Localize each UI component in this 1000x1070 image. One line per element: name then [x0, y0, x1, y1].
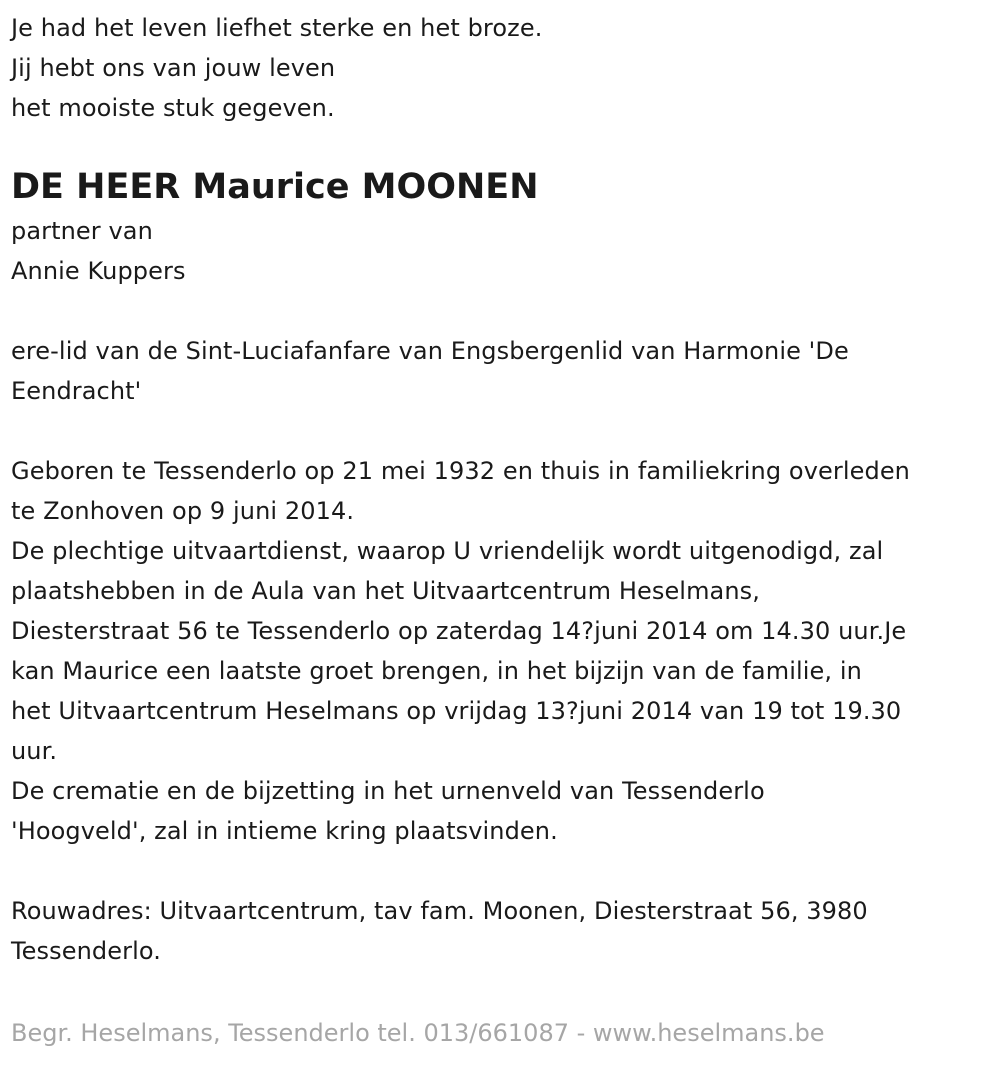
details-line: De plechtige uitvaartdienst, waarop U vriendelijk wordt uitgenodigd, zal [11, 537, 884, 565]
spacer [11, 851, 996, 891]
obituary-notice [11, 8, 996, 971]
spacer [11, 411, 996, 451]
poem-line: Je had het leven liefhet sterke en het broze. [11, 14, 543, 42]
details-line: 'Hoogveld', zal in intieme kring plaatsvinden. [11, 817, 558, 845]
poem-line: het mooiste stuk gegeven. [11, 94, 335, 122]
membership [11, 331, 996, 411]
deceased-name: DE HEER Maurice MOONEN [11, 167, 539, 207]
details [11, 451, 996, 851]
details-line: Geboren te Tessenderlo op 21 mei 1932 en thuis in familiekring overleden [11, 457, 910, 485]
details-line: De crematie en de bijzetting in het urnenveld van Tessenderlo [11, 777, 765, 805]
relation-line: Annie Kuppers [11, 257, 186, 285]
mourning-address [11, 891, 996, 971]
details-line: Diesterstraat 56 te Tessenderlo op zaterdag 14?juni 2014 om 14.30 uur.Je [11, 617, 907, 645]
address-line: Rouwadres: Uitvaartcentrum, tav fam. Moonen, Diesterstraat 56, 3980 [11, 897, 868, 925]
poem-line: Jij hebt ons van jouw leven [11, 54, 336, 82]
poem [11, 8, 996, 128]
membership-line: Eendracht' [11, 377, 142, 405]
relation-line: partner van [11, 217, 153, 245]
details-line: kan Maurice een laatste groet brengen, in het bijzijn van de familie, in [11, 657, 862, 685]
funeral-home-footer: Begr. Heselmans, Tessenderlo tel. 013/661087 - www.heselmans.be [11, 1019, 825, 1047]
spacer [11, 291, 996, 331]
relation [11, 211, 996, 291]
details-line: het Uitvaartcentrum Heselmans op vrijdag 13?juni 2014 van 19 tot 19.30 [11, 697, 902, 725]
details-line: uur. [11, 737, 58, 765]
address-line: Tessenderlo. [11, 937, 161, 965]
details-line: plaatshebben in de Aula van het Uitvaartcentrum Heselmans, [11, 577, 761, 605]
membership-line: ere-lid van de Sint-Luciafanfare van Engsbergenlid van Harmonie 'De [11, 337, 849, 365]
details-line: te Zonhoven op 9 juni 2014. [11, 497, 355, 525]
